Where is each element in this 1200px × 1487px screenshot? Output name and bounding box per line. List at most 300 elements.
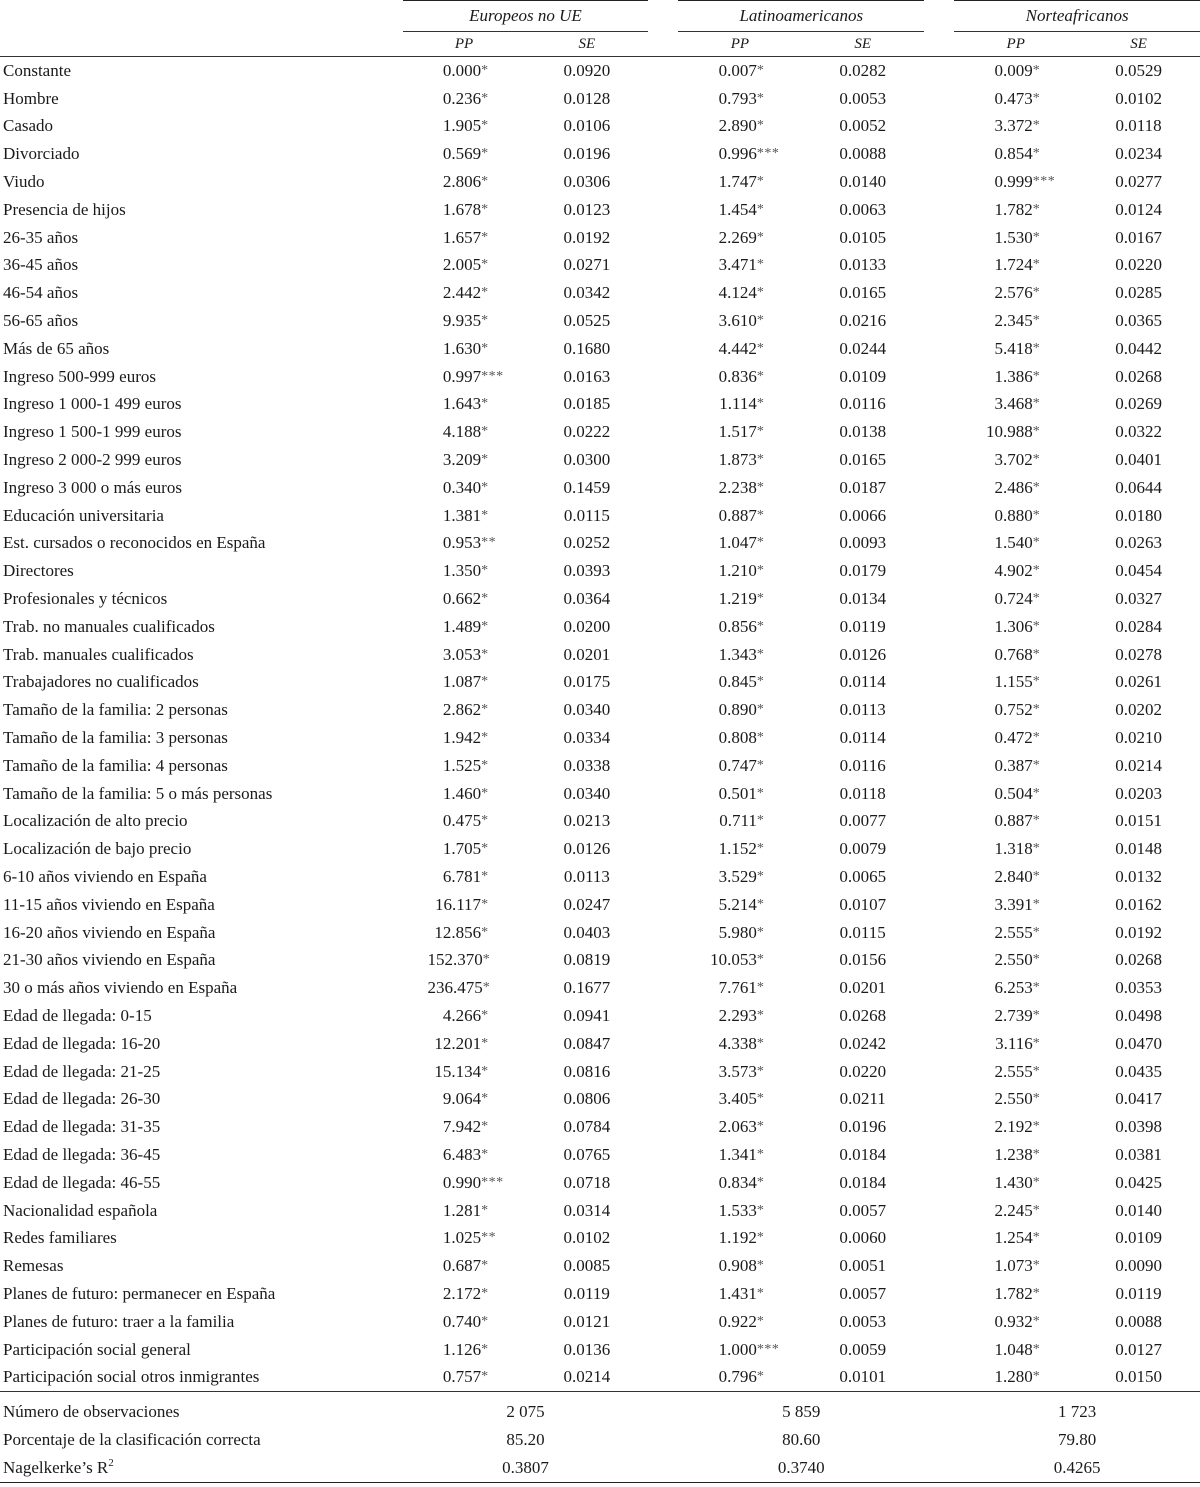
significance-wrap <box>481 200 511 220</box>
row-label: Edad de llegada: 0-15 <box>3 1005 152 1025</box>
pp-value: 1.454 <box>718 199 757 219</box>
pp-cell-europeos <box>403 1113 526 1141</box>
pp-cell-latinoamericanos <box>678 1085 801 1113</box>
pp-cell-norteafricanos <box>954 863 1077 891</box>
table-row <box>0 335 1200 363</box>
pp-cell-europeos <box>403 808 526 836</box>
pp-value: 1.306 <box>994 616 1033 636</box>
pp-cell-norteafricanos <box>954 85 1077 113</box>
significance-marker: * <box>756 257 765 273</box>
pp-cell-latinoamericanos <box>678 113 801 141</box>
se-cell-latinoamericanos: 0.0079 <box>839 839 887 859</box>
table-row <box>0 391 1200 419</box>
se-cell-europeos: 0.0126 <box>563 839 611 859</box>
pp-cell-latinoamericanos <box>678 85 801 113</box>
significance-wrap <box>481 784 511 804</box>
pp-value: 1.350 <box>442 561 482 581</box>
se-cell-latinoamericanos: 0.0211 <box>839 1089 886 1109</box>
se-cell-europeos: 0.0085 <box>563 1256 611 1276</box>
pp-value: 0.000 <box>442 60 482 80</box>
significance-marker: * <box>481 1285 489 1301</box>
pp-cell-europeos <box>403 835 526 863</box>
se-cell-norteafricanos: 0.0268 <box>1115 950 1162 970</box>
se-cell-norteafricanos: 0.0278 <box>1115 644 1162 664</box>
subheader-pp: PP <box>403 32 526 57</box>
significance-marker: * <box>1032 1091 1041 1107</box>
significance-wrap <box>1033 811 1063 831</box>
se-cell-norteafricanos: 0.0398 <box>1115 1117 1162 1137</box>
se-cell-norteafricanos: 0.0203 <box>1115 783 1162 803</box>
pp-cell-norteafricanos <box>954 113 1077 141</box>
pp-cell-latinoamericanos <box>678 1308 801 1336</box>
significance-marker: * <box>481 1369 489 1385</box>
table-row <box>0 57 1200 85</box>
row-label: Hombre <box>3 88 59 108</box>
significance-marker: * <box>1032 1285 1041 1301</box>
pp-value: 0.887 <box>994 811 1033 831</box>
significance-wrap <box>1033 1173 1063 1193</box>
pp-value: 0.752 <box>994 700 1033 720</box>
significance-wrap <box>757 172 787 192</box>
se-cell-latinoamericanos: 0.0059 <box>839 1339 887 1359</box>
pp-cell-norteafricanos <box>954 363 1077 391</box>
table-row <box>0 585 1200 613</box>
significance-marker: * <box>481 618 489 634</box>
pp-value: 10.988 <box>985 422 1033 442</box>
table-row <box>0 1363 1200 1391</box>
pp-value: 0.740 <box>442 1311 482 1331</box>
pp-value: 2.269 <box>718 227 757 247</box>
significance-marker: * <box>481 1258 489 1274</box>
se-cell-norteafricanos: 0.0261 <box>1115 672 1162 692</box>
pp-cell-europeos <box>403 752 526 780</box>
pp-cell-norteafricanos <box>954 252 1077 280</box>
table-row <box>0 446 1200 474</box>
significance-marker: * <box>1032 618 1041 634</box>
significance-wrap <box>1033 283 1063 303</box>
pp-value: 1.525 <box>442 755 482 775</box>
pp-value: 6.483 <box>442 1144 482 1164</box>
significance-wrap <box>757 867 787 887</box>
significance-marker: * <box>481 229 489 245</box>
significance-marker: * <box>1032 896 1041 912</box>
significance-wrap <box>757 116 787 136</box>
significance-wrap <box>481 1312 511 1332</box>
pp-value: 0.808 <box>718 728 757 748</box>
se-cell-latinoamericanos: 0.0156 <box>839 950 887 970</box>
significance-marker: *** <box>481 1174 504 1190</box>
se-cell-europeos: 0.0106 <box>563 116 611 136</box>
significance-marker: * <box>481 1313 489 1329</box>
significance-wrap <box>481 506 511 526</box>
significance-wrap <box>1033 895 1063 915</box>
significance-marker: * <box>1032 62 1041 78</box>
se-cell-europeos: 0.0816 <box>563 1061 611 1081</box>
significance-wrap <box>1033 394 1063 414</box>
row-label: Edad de llegada: 36-45 <box>3 1144 161 1164</box>
significance-marker: * <box>756 646 765 662</box>
significance-wrap <box>481 867 511 887</box>
pp-cell-norteafricanos <box>954 974 1077 1002</box>
significance-marker: * <box>1032 591 1041 607</box>
significance-marker: * <box>481 507 489 523</box>
stat-label: Porcentaje de la clasificación correcta <box>3 1429 261 1449</box>
se-cell-norteafricanos: 0.0277 <box>1115 172 1162 192</box>
significance-wrap <box>757 339 787 359</box>
significance-wrap <box>757 89 787 109</box>
pp-cell-norteafricanos <box>954 57 1077 85</box>
significance-marker: * <box>1032 285 1041 301</box>
significance-marker: * <box>756 229 765 245</box>
se-cell-norteafricanos: 0.0529 <box>1115 60 1162 80</box>
pp-cell-europeos <box>403 1308 526 1336</box>
table-row <box>0 1197 1200 1225</box>
significance-wrap <box>757 784 787 804</box>
table-row <box>0 724 1200 752</box>
significance-wrap <box>1033 144 1063 164</box>
significance-wrap <box>481 645 511 665</box>
significance-marker: * <box>1032 952 1041 968</box>
pp-value: 1.386 <box>994 366 1033 386</box>
pp-value: 4.188 <box>442 422 482 442</box>
pp-cell-latinoamericanos <box>678 1002 801 1030</box>
stat-value-europeos: 0.3807 <box>403 1454 649 1482</box>
significance-marker: * <box>756 924 765 940</box>
pp-cell-europeos <box>403 1002 526 1030</box>
pp-value: 0.687 <box>442 1256 482 1276</box>
significance-marker: * <box>756 1007 765 1023</box>
pp-value: 1.155 <box>994 672 1033 692</box>
pp-value: 0.340 <box>442 477 482 497</box>
table-row <box>0 252 1200 280</box>
pp-value: 0.854 <box>994 144 1033 164</box>
pp-cell-latinoamericanos <box>678 752 801 780</box>
pp-value: 0.473 <box>994 88 1033 108</box>
se-cell-latinoamericanos: 0.0115 <box>839 922 886 942</box>
se-cell-europeos: 0.0201 <box>563 644 611 664</box>
significance-marker: ** <box>481 535 497 551</box>
significance-marker: * <box>756 591 765 607</box>
pp-cell-latinoamericanos <box>678 1363 801 1391</box>
pp-cell-europeos <box>403 863 526 891</box>
pp-value: 1.126 <box>442 1339 482 1359</box>
table-row <box>0 224 1200 252</box>
pp-cell-europeos <box>403 1030 526 1058</box>
pp-value: 2.555 <box>994 922 1033 942</box>
significance-marker: * <box>756 201 765 217</box>
significance-marker: * <box>481 90 489 106</box>
significance-wrap <box>757 895 787 915</box>
pp-cell-latinoamericanos <box>678 1336 801 1364</box>
pp-cell-norteafricanos <box>954 835 1077 863</box>
se-cell-latinoamericanos: 0.0093 <box>839 533 887 553</box>
pp-cell-norteafricanos <box>954 1141 1077 1169</box>
se-cell-norteafricanos: 0.0090 <box>1115 1256 1162 1276</box>
table-row <box>0 1085 1200 1113</box>
pp-value: 0.845 <box>718 672 757 692</box>
significance-wrap <box>1033 672 1063 692</box>
significance-wrap <box>481 61 511 81</box>
significance-wrap <box>757 506 787 526</box>
pp-cell-latinoamericanos <box>678 335 801 363</box>
significance-marker: *** <box>1032 174 1056 190</box>
se-cell-norteafricanos: 0.0162 <box>1115 894 1162 914</box>
pp-value: 9.935 <box>442 311 482 331</box>
table-row <box>0 1308 1200 1336</box>
se-cell-latinoamericanos: 0.0165 <box>839 283 887 303</box>
group-header-row <box>0 1 1200 32</box>
pp-value: 0.999 <box>994 172 1033 192</box>
pp-value: 2.192 <box>994 1117 1033 1137</box>
pp-cell-latinoamericanos <box>678 57 801 85</box>
se-cell-latinoamericanos: 0.0053 <box>839 1311 887 1331</box>
significance-wrap <box>481 228 511 248</box>
pp-cell-norteafricanos <box>954 279 1077 307</box>
significance-marker: * <box>1032 869 1041 884</box>
stat-value-norteafricanos: 1 723 <box>954 1392 1200 1426</box>
se-cell-europeos: 0.0393 <box>563 561 611 581</box>
pp-cell-latinoamericanos <box>678 613 801 641</box>
row-label: Edad de llegada: 26-30 <box>3 1089 161 1109</box>
pp-value: 5.418 <box>994 338 1033 358</box>
pp-cell-latinoamericanos <box>678 669 801 697</box>
pp-value: 1.281 <box>442 1200 482 1220</box>
pp-cell-latinoamericanos <box>678 891 801 919</box>
significance-wrap <box>757 200 787 220</box>
pp-cell-latinoamericanos <box>678 252 801 280</box>
table-row <box>0 140 1200 168</box>
pp-cell-norteafricanos <box>954 752 1077 780</box>
pp-cell-europeos <box>403 1280 526 1308</box>
significance-wrap <box>757 811 787 831</box>
significance-wrap <box>481 283 511 303</box>
row-label: Más de 65 años <box>3 338 110 358</box>
pp-cell-norteafricanos <box>954 641 1077 669</box>
significance-wrap <box>757 700 787 720</box>
pp-value: 0.747 <box>718 755 757 775</box>
pp-cell-europeos <box>403 446 526 474</box>
table-row <box>0 113 1200 141</box>
significance-marker: * <box>481 174 489 190</box>
se-cell-norteafricanos: 0.0644 <box>1115 477 1162 497</box>
pp-cell-norteafricanos <box>954 1197 1077 1225</box>
pp-cell-norteafricanos <box>954 1363 1077 1391</box>
pp-cell-latinoamericanos <box>678 307 801 335</box>
significance-marker: * <box>756 757 765 773</box>
subheader-se: SE <box>525 32 648 57</box>
pp-value: 0.908 <box>718 1256 757 1276</box>
se-cell-latinoamericanos: 0.0184 <box>839 1172 887 1192</box>
significance-wrap <box>1033 1312 1063 1332</box>
se-cell-norteafricanos: 0.0470 <box>1115 1033 1162 1053</box>
table-row <box>0 530 1200 558</box>
se-cell-europeos: 0.0847 <box>563 1033 611 1053</box>
pp-value: 1.517 <box>718 422 757 442</box>
table-row <box>0 557 1200 585</box>
se-cell-latinoamericanos: 0.0114 <box>839 728 886 748</box>
significance-wrap <box>1033 589 1063 609</box>
row-label: Redes familiares <box>3 1228 117 1248</box>
significance-marker: * <box>756 1063 765 1079</box>
significance-marker: * <box>756 340 765 356</box>
pp-value: 1.210 <box>718 561 757 581</box>
pp-cell-latinoamericanos <box>678 919 801 947</box>
pp-value: 2.550 <box>994 1089 1033 1109</box>
significance-wrap <box>757 533 787 553</box>
pp-cell-europeos <box>403 140 526 168</box>
pp-cell-norteafricanos <box>954 696 1077 724</box>
pp-value: 0.569 <box>442 144 482 164</box>
se-cell-latinoamericanos: 0.0165 <box>839 450 887 470</box>
row-label: Est. cursados o reconocidos en España <box>3 533 266 553</box>
se-cell-europeos: 0.0338 <box>563 755 611 775</box>
pp-value: 1.381 <box>442 505 482 525</box>
pp-value: 1.540 <box>994 533 1033 553</box>
pp-cell-europeos <box>403 669 526 697</box>
significance-wrap <box>481 1089 511 1109</box>
se-cell-europeos: 0.0175 <box>563 672 611 692</box>
se-cell-latinoamericanos: 0.0088 <box>839 144 887 164</box>
pp-value: 2.005 <box>442 255 482 275</box>
pp-cell-europeos <box>403 252 526 280</box>
row-label: Localización de bajo precio <box>3 839 192 859</box>
significance-marker: * <box>481 340 489 356</box>
pp-value: 2.576 <box>994 283 1033 303</box>
significance-marker: * <box>481 924 489 940</box>
significance-wrap <box>1033 756 1063 776</box>
se-cell-europeos: 0.0213 <box>563 811 611 831</box>
significance-wrap <box>481 700 511 720</box>
se-cell-europeos: 0.0784 <box>563 1117 611 1137</box>
significance-marker: * <box>756 1146 765 1162</box>
se-cell-latinoamericanos: 0.0065 <box>839 867 887 886</box>
significance-wrap <box>757 589 787 609</box>
table-row <box>0 279 1200 307</box>
table-row <box>0 1224 1200 1252</box>
pp-cell-norteafricanos <box>954 724 1077 752</box>
significance-wrap <box>757 1201 787 1221</box>
pp-cell-norteafricanos <box>954 140 1077 168</box>
significance-marker: * <box>481 396 489 412</box>
pp-cell-norteafricanos <box>954 613 1077 641</box>
se-cell-latinoamericanos: 0.0138 <box>839 422 887 442</box>
se-cell-europeos: 0.0819 <box>563 950 611 970</box>
pp-cell-norteafricanos <box>954 224 1077 252</box>
pp-cell-europeos <box>403 1336 526 1364</box>
pp-cell-latinoamericanos <box>678 196 801 224</box>
se-cell-latinoamericanos: 0.0187 <box>839 477 887 497</box>
se-cell-norteafricanos: 0.0322 <box>1115 422 1162 442</box>
subheader-pp: PP <box>954 32 1077 57</box>
table-row <box>0 752 1200 780</box>
se-cell-norteafricanos: 0.0151 <box>1115 811 1162 831</box>
pp-cell-latinoamericanos <box>678 1141 801 1169</box>
significance-wrap <box>757 311 787 331</box>
significance-wrap <box>1033 950 1063 970</box>
row-label: 26-35 años <box>3 227 79 247</box>
subheader-se: SE <box>1077 32 1200 57</box>
se-cell-europeos: 0.0214 <box>563 1367 611 1387</box>
pp-cell-latinoamericanos <box>678 1224 801 1252</box>
row-label: Remesas <box>3 1256 64 1276</box>
pp-cell-europeos <box>403 363 526 391</box>
stat-row-observaciones <box>0 1392 1200 1426</box>
significance-marker: * <box>756 618 765 634</box>
se-cell-latinoamericanos: 0.0244 <box>839 338 887 358</box>
se-cell-norteafricanos: 0.0210 <box>1115 728 1162 748</box>
group-header-norteafricanos: Norteafricanos <box>954 1 1200 32</box>
se-cell-norteafricanos: 0.0365 <box>1115 311 1162 331</box>
pp-cell-norteafricanos <box>954 418 1077 446</box>
se-cell-latinoamericanos: 0.0119 <box>839 616 886 636</box>
significance-marker: * <box>1032 479 1041 495</box>
significance-marker: * <box>1032 674 1041 690</box>
significance-wrap <box>481 1173 511 1193</box>
pp-value: 1.254 <box>994 1228 1033 1248</box>
significance-wrap <box>1033 617 1063 637</box>
row-label: Directores <box>3 561 74 581</box>
pp-value: 0.887 <box>718 505 757 525</box>
se-cell-latinoamericanos: 0.0114 <box>839 672 886 692</box>
pp-cell-norteafricanos <box>954 919 1077 947</box>
significance-wrap <box>757 144 787 164</box>
significance-wrap <box>757 839 787 859</box>
pp-value: 1.747 <box>718 172 757 192</box>
pp-cell-norteafricanos <box>954 557 1077 585</box>
pp-value: 6.781 <box>442 867 482 886</box>
table-row <box>0 808 1200 836</box>
significance-marker: * <box>1032 313 1041 329</box>
se-cell-latinoamericanos: 0.0196 <box>839 1117 887 1137</box>
row-label: Ingreso 500-999 euros <box>3 366 156 386</box>
significance-wrap <box>1033 116 1063 136</box>
se-cell-norteafricanos: 0.0425 <box>1115 1172 1162 1192</box>
significance-wrap <box>757 1062 787 1082</box>
table-row <box>0 919 1200 947</box>
pp-value: 3.405 <box>718 1089 757 1109</box>
pp-value: 1.905 <box>442 116 482 136</box>
pp-value: 1.724 <box>994 255 1033 275</box>
pp-value: 0.990 <box>442 1172 482 1192</box>
pp-value: 1.025 <box>442 1228 482 1248</box>
pp-cell-europeos <box>403 418 526 446</box>
subheader-pp: PP <box>678 32 801 57</box>
se-cell-norteafricanos: 0.0381 <box>1115 1144 1162 1164</box>
table-row <box>0 780 1200 808</box>
pp-cell-latinoamericanos <box>678 835 801 863</box>
pp-value: 1.782 <box>994 1283 1033 1303</box>
se-cell-norteafricanos: 0.0180 <box>1115 505 1162 525</box>
se-cell-norteafricanos: 0.0454 <box>1115 561 1162 581</box>
se-cell-europeos: 0.0342 <box>563 283 611 303</box>
significance-marker: * <box>1032 118 1041 134</box>
pp-value: 0.793 <box>718 88 757 108</box>
table-row <box>0 196 1200 224</box>
significance-wrap <box>481 422 511 442</box>
table-row <box>0 85 1200 113</box>
significance-wrap <box>757 1089 787 1109</box>
significance-marker: * <box>756 90 765 106</box>
stat-value-latinoamericanos: 5 859 <box>678 1392 924 1426</box>
se-cell-latinoamericanos: 0.0220 <box>839 1061 887 1081</box>
row-label: Casado <box>3 116 54 136</box>
pp-value: 4.902 <box>994 561 1033 581</box>
se-cell-norteafricanos: 0.0132 <box>1115 867 1162 886</box>
pp-value: 3.391 <box>994 894 1033 914</box>
pp-cell-latinoamericanos <box>678 974 801 1002</box>
se-cell-latinoamericanos: 0.0052 <box>839 116 887 136</box>
pp-cell-europeos <box>403 113 526 141</box>
